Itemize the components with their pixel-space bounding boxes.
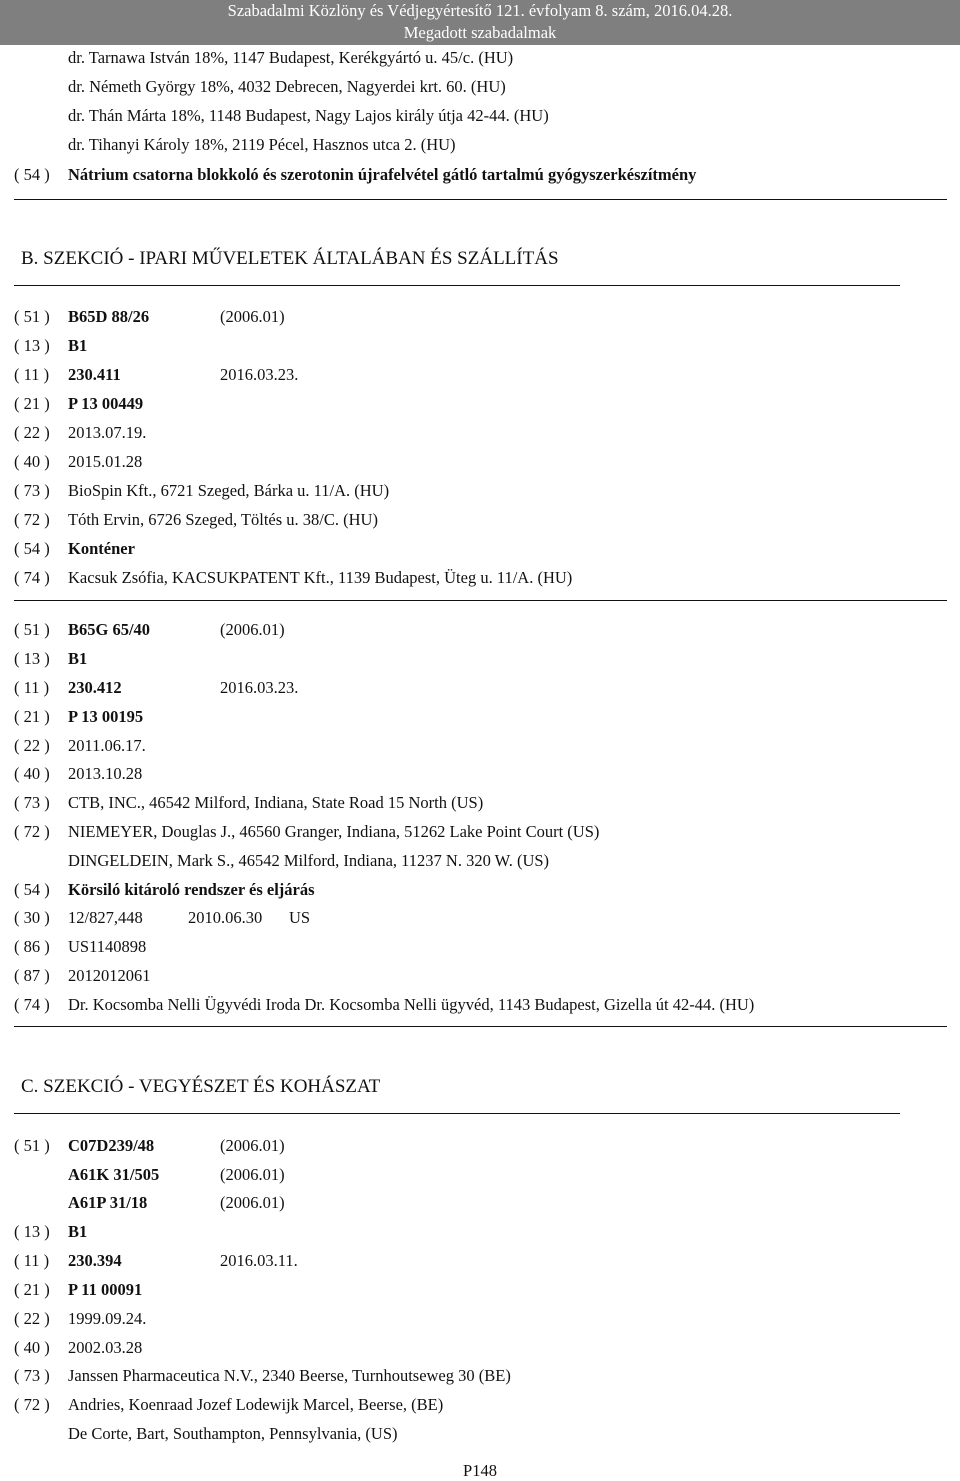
field-code: ( 51 ) xyxy=(14,620,50,639)
inventor: NIEMEYER, Douglas J., 46560 Granger, Indiana, 51262 Lake Point Court (US) xyxy=(68,822,600,841)
representative: Dr. Kocsomba Nelli Ügyvédi Iroda Dr. Kocsomba Nelli ügyvéd, 1143 Budapest, Gizella út 42-44. (HU) xyxy=(68,995,755,1014)
field-code: ( 54 ) xyxy=(14,880,50,899)
patent-owner: CTB, INC., 46542 Milford, Indiana, State Road 15 North (US) xyxy=(68,793,484,812)
field-code: ( 51 ) xyxy=(14,1136,50,1155)
field-code: ( 40 ) xyxy=(14,764,50,783)
owner-line: dr. Tarnawa István 18%, 1147 Budapest, Kerékgyártó u. 45/c. (HU) xyxy=(68,48,514,67)
ipc-class: B65D 88/26 xyxy=(68,307,150,326)
ipc-version: (2006.01) xyxy=(220,1193,285,1212)
chapter-title: Megadott szabadalmak xyxy=(403,23,557,42)
field-code: ( 11 ) xyxy=(14,1251,50,1270)
ipc-version: (2006.01) xyxy=(220,1165,285,1184)
entry-divider xyxy=(14,1026,947,1027)
field-code: ( 21 ) xyxy=(14,707,50,726)
document-kind: B1 xyxy=(68,336,88,355)
ipc-class: B65G 65/40 xyxy=(68,620,151,639)
field-code: ( 40 ) xyxy=(14,1338,50,1357)
patent-title: Nátrium csatorna blokkoló és szerotonin újrafelvétel gátló tartalmú gyógyszerkészítmény xyxy=(68,165,697,184)
patent-title: Konténer xyxy=(68,539,135,558)
field-code: ( 22 ) xyxy=(14,1309,50,1328)
publication-date: 2013.10.28 xyxy=(68,764,143,783)
patent-owner: BioSpin Kft., 6721 Szeged, Bárka u. 11/A. (HU) xyxy=(68,481,390,500)
filing-date: 1999.09.24. xyxy=(68,1309,147,1328)
section-heading: C. SZEKCIÓ - VEGYÉSZET ÉS KOHÁSZAT xyxy=(21,1076,381,1097)
field-code: ( 72 ) xyxy=(14,1395,50,1414)
priority-number: 12/827,448 xyxy=(68,908,143,927)
ipc-class: C07D239/48 xyxy=(68,1136,155,1155)
owner-line: dr. Tihanyi Károly 18%, 2119 Pécel, Hasznos utca 2. (HU) xyxy=(68,135,456,154)
field-code: ( 21 ) xyxy=(14,394,50,413)
ipc-class: A61P 31/18 xyxy=(68,1193,148,1212)
field-code: ( 73 ) xyxy=(14,481,50,500)
grant-date: 2016.03.23. xyxy=(220,678,299,697)
application-number: P 11 00091 xyxy=(68,1280,143,1299)
field-code: ( 21 ) xyxy=(14,1280,50,1299)
application-number: P 13 00449 xyxy=(68,394,144,413)
page-header xyxy=(0,0,960,45)
document-kind: B1 xyxy=(68,649,88,668)
ipc-version: (2006.01) xyxy=(220,620,285,639)
field-code: ( 73 ) xyxy=(14,793,50,812)
field-code: ( 13 ) xyxy=(14,336,50,355)
pct-application: US1140898 xyxy=(68,937,147,956)
publication-date: 2015.01.28 xyxy=(68,452,143,471)
patent-number: 230.394 xyxy=(68,1251,122,1270)
field-code: ( 11 ) xyxy=(14,678,50,697)
field-code: ( 72 ) xyxy=(14,822,50,841)
field-code: ( 13 ) xyxy=(14,1222,50,1241)
field-code: ( 30 ) xyxy=(14,908,50,927)
ipc-version: (2006.01) xyxy=(220,1136,285,1155)
filing-date: 2013.07.19. xyxy=(68,423,147,442)
patent-number: 230.411 xyxy=(68,365,121,384)
ipc-class: A61K 31/505 xyxy=(68,1165,160,1184)
field-code: ( 74 ) xyxy=(14,995,50,1014)
section-divider xyxy=(14,1113,900,1114)
owner-line: dr. Thán Márta 18%, 1148 Budapest, Nagy Lajos király útja 42-44. (HU) xyxy=(68,106,549,125)
journal-title: Szabadalmi Közlöny és Védjegyértesítő 121. évfolyam 8. szám, 2016.04.28. xyxy=(227,1,733,20)
field-code: ( 22 ) xyxy=(14,736,50,755)
inventor: Tóth Ervin, 6726 Szeged, Töltés u. 38/C. (HU) xyxy=(68,510,378,529)
inventor: De Corte, Bart, Southampton, Pennsylvania, (US) xyxy=(68,1424,398,1443)
inventor: DINGELDEIN, Mark S., 46542 Milford, Indiana, 11237 N. 320 W. (US) xyxy=(68,851,550,870)
page-number: P148 xyxy=(463,1461,497,1480)
pct-publication: 2012012061 xyxy=(68,966,151,985)
field-code: ( 54 ) xyxy=(14,165,50,184)
field-code: ( 13 ) xyxy=(14,649,50,668)
field-code: ( 72 ) xyxy=(14,510,50,529)
patent-owner: Janssen Pharmaceutica N.V., 2340 Beerse, Turnhoutseweg 30 (BE) xyxy=(68,1366,511,1385)
representative: Kacsuk Zsófia, KACSUKPATENT Kft., 1139 Budapest, Üteg u. 11/A. (HU) xyxy=(68,568,573,587)
document-kind: B1 xyxy=(68,1222,88,1241)
field-code: ( 22 ) xyxy=(14,423,50,442)
inventor: Andries, Koenraad Jozef Lodewijk Marcel, Beerse, (BE) xyxy=(68,1395,444,1414)
priority-date: 2010.06.30 xyxy=(188,908,263,927)
section-heading: B. SZEKCIÓ - IPARI MŰVELETEK ÁLTALÁBAN ÉS SZÁLLÍTÁS xyxy=(21,248,559,269)
field-code: ( 73 ) xyxy=(14,1366,50,1385)
filing-date: 2011.06.17. xyxy=(68,736,146,755)
application-number: P 13 00195 xyxy=(68,707,144,726)
owner-line: dr. Németh György 18%, 4032 Debrecen, Nagyerdei krt. 60. (HU) xyxy=(68,77,506,96)
entry-divider xyxy=(14,600,947,601)
field-code: ( 11 ) xyxy=(14,365,50,384)
priority-country: US xyxy=(289,908,311,927)
patent-title: Körsiló kitároló rendszer és eljárás xyxy=(68,880,315,899)
field-code: ( 74 ) xyxy=(14,568,50,587)
field-code: ( 87 ) xyxy=(14,966,50,985)
ipc-version: (2006.01) xyxy=(220,307,285,326)
field-code: ( 40 ) xyxy=(14,452,50,471)
grant-date: 2016.03.23. xyxy=(220,365,299,384)
grant-date: 2016.03.11. xyxy=(220,1251,298,1270)
entry-divider xyxy=(14,199,947,200)
section-divider xyxy=(14,285,900,286)
field-code: ( 54 ) xyxy=(14,539,50,558)
publication-date: 2002.03.28 xyxy=(68,1338,143,1357)
field-code: ( 51 ) xyxy=(14,307,50,326)
field-code: ( 86 ) xyxy=(14,937,50,956)
patent-number: 230.412 xyxy=(68,678,122,697)
